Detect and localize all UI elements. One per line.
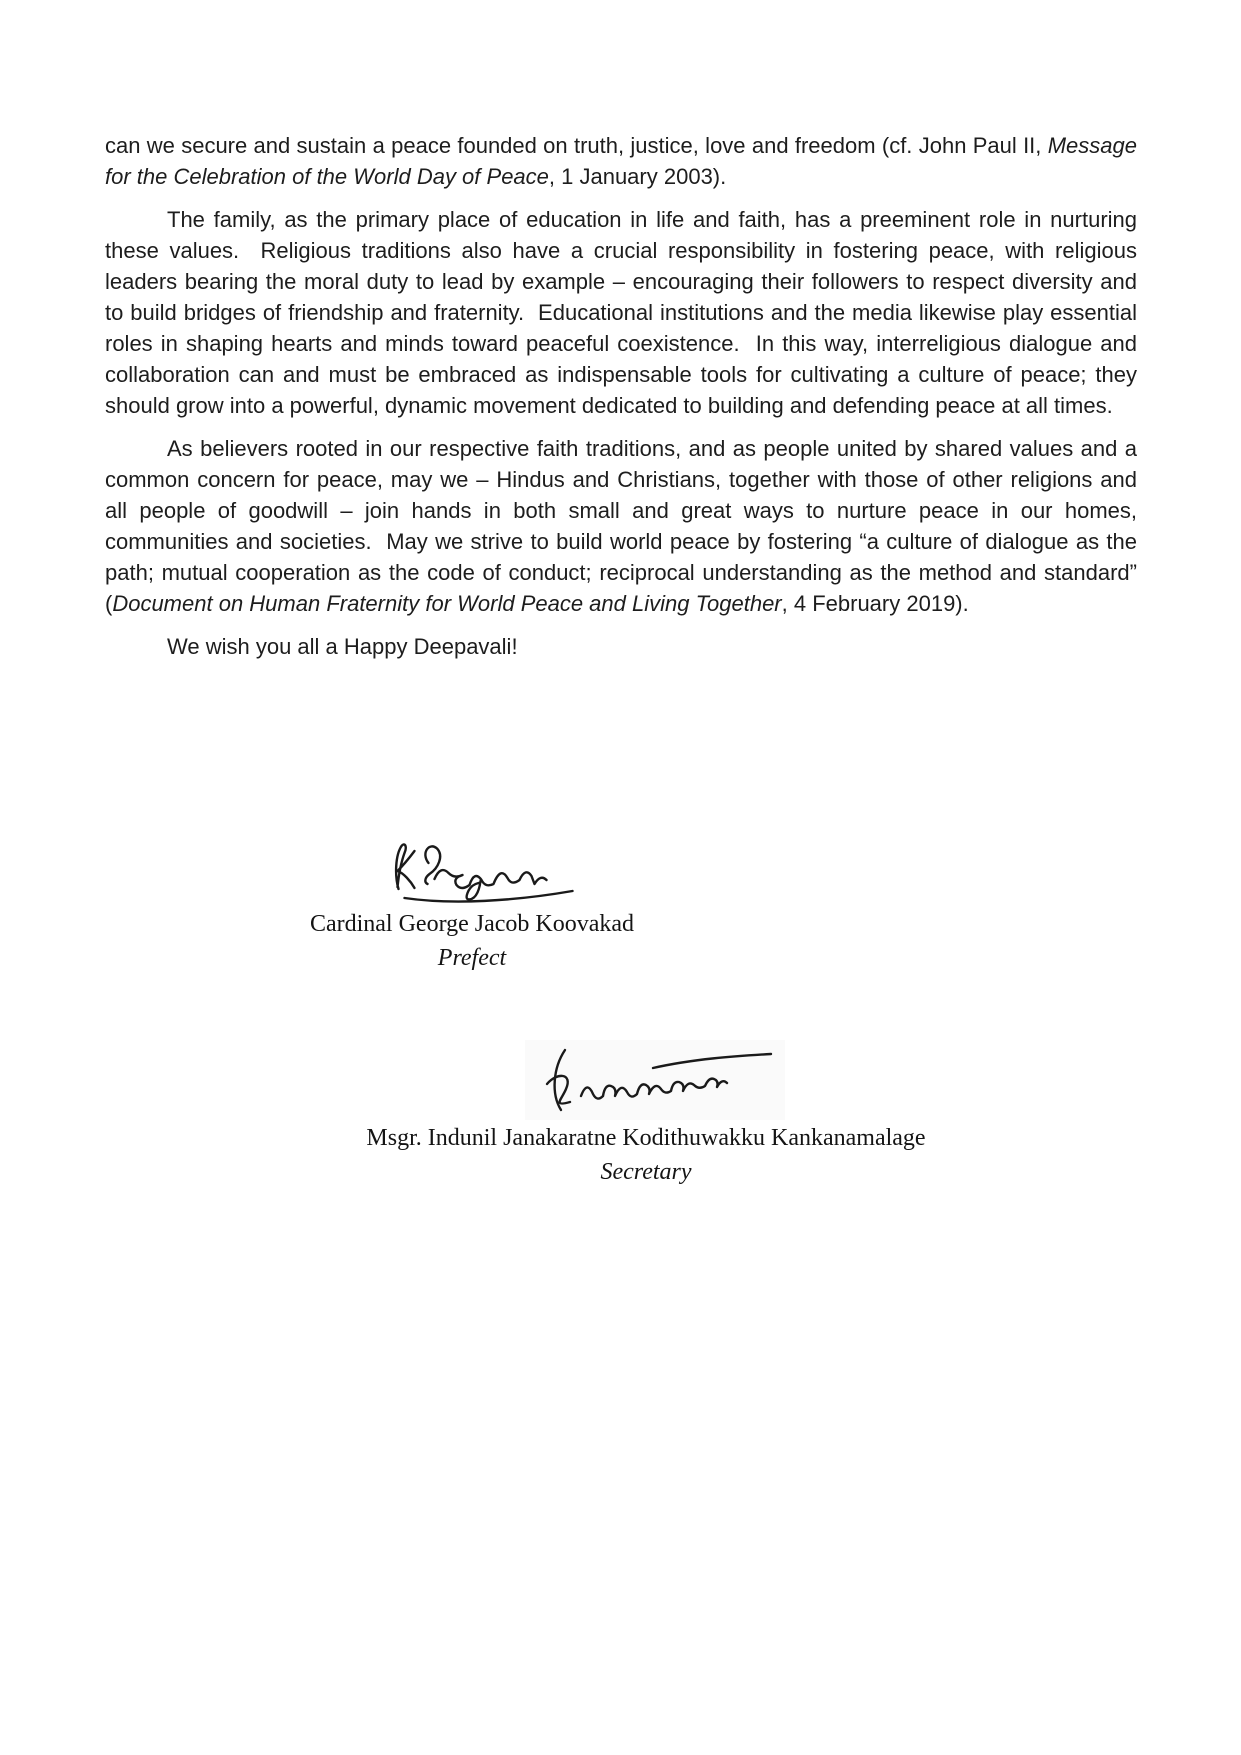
text-segment: We wish you all a Happy Deepavali! — [167, 634, 518, 659]
paragraph — [105, 433, 1144, 619]
secretary-title: Secretary — [600, 1159, 692, 1185]
signature-secretary — [525, 1040, 785, 1120]
text-segment: , 1 January 2003). — [548, 164, 727, 189]
secretary-name: Msgr. Indunil Janakaratne Kodithuwakku Kankanamalage — [366, 1125, 926, 1151]
letter-body — [105, 130, 1144, 674]
prefect-name: Cardinal George Jacob Koovakad — [309, 911, 635, 937]
text-segment: , 4 February 2019). — [781, 591, 969, 616]
prefect-name-block — [310, 908, 634, 974]
paragraph — [105, 130, 1144, 192]
text-segment: As believers rooted in our respective faith traditions, and as people united by shared values and a common concern for peace, may we – Hindus and Christians, together with those of other religions and all people of goodwill – join hands in both small and great ways to nurture peace in our homes, communities and societies. May we strive to build world peace by fostering “a culture of dialogue as the path; mutual cooperation as the code of conduct; reciprocal understanding as the method and standard” ( — [105, 436, 1144, 616]
paragraph — [105, 631, 1137, 662]
signature-prefect — [383, 835, 578, 907]
secretary-signature-icon — [535, 1044, 775, 1116]
text-segment: The family, as the primary place of education in life and faith, has a preeminent role in nurturing these values. Religious traditions also have a crucial responsibility in fostering peace, with religious leaders bearing the moral duty to lead by example – encouraging their followers to respect diversity and to build bridges of friendship and fraternity. Educational institutions and the media likewise play essential roles in shaping hearts and minds toward peaceful coexistence. In this way, interreligious dialogue and collaboration can and must be embraced as indispensable tools for cultivating a culture of peace; they should grow into a powerful, dynamic movement dedicated to building and defending peace at all times. — [105, 207, 1144, 418]
secretary-name-block — [366, 1122, 925, 1188]
paragraph — [105, 204, 1144, 421]
italic-text-segment: Document on Human Fraternity for World Peace and Living Together — [112, 591, 782, 616]
text-segment: can we secure and sustain a peace founded on truth, justice, love and freedom (cf. John Paul II, — [105, 133, 1048, 158]
prefect-title: Prefect — [437, 945, 507, 971]
prefect-signature-icon — [383, 835, 578, 907]
italic-text-segment: Message for the Celebration of the World Day of Peace — [105, 133, 1144, 189]
